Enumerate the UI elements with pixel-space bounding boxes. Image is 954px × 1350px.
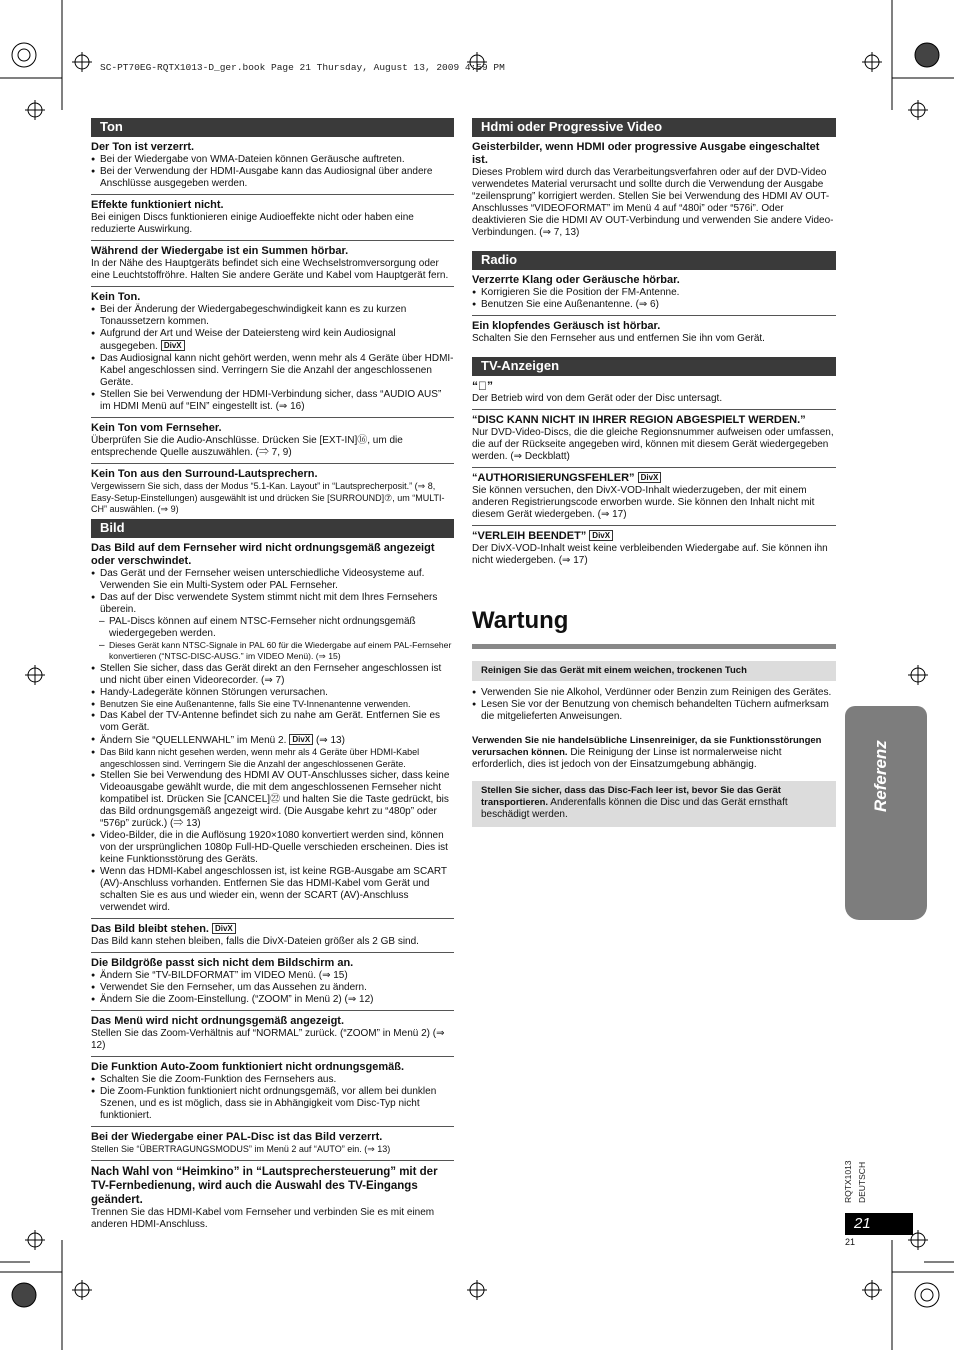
issue-text: Der DivX-VOD-Inhalt weist keine verbleibenden Wiedergabe auf. Sie können ihn nicht wiedergeben. (⇒ 17) [472, 543, 828, 566]
issue-summen [91, 245, 454, 287]
lens-cleaner-bold: Verwenden Sie nie handelsübliche Linsenreiniger, da sie Funktionsstörungen verursachen können. [472, 735, 822, 758]
list-item-ref: (⇒ 13) [315, 735, 345, 746]
transport-bold: Stellen Sie sicher, dass das Disc-Fach leer ist, bevor Sie das Gerät transportieren. [481, 785, 781, 808]
issue-title-text: “VERLEIH BEENDET” [472, 530, 587, 542]
language-label: DEUTSCH [857, 1161, 867, 1203]
issue-surround [91, 468, 454, 516]
list-item [91, 328, 454, 353]
issue-text: Schalten Sie den Fernseher aus und entfernen Sie ihn vom Gerät. [472, 333, 765, 344]
issue-title: Verzerrte Klang oder Geräusche hörbar. [472, 274, 680, 286]
issue-text: Trennen Sie das HDMI-Kabel vom Fernseher und verbinden Sie es mit einem anderen HDMI-Anschluss. [91, 1206, 435, 1230]
list-item: ● Das Gerät und der Fernseher weisen unterschiedliche Videosysteme auf. Verwenden Sie ein Multi-System oder PAL Fernseher. [91, 568, 454, 592]
issue-region [472, 414, 836, 468]
issue-title: Nach Wahl von “Heimkino” in “Lautsprechersteuerung” mit der TV-Fernbedienung, wird auch die Auswahl des TV-Eingangs geändert. [91, 1165, 438, 1206]
issue-title: Kein Ton. [91, 291, 141, 303]
page-number: 21 [845, 1213, 913, 1235]
list-item: ● Wenn das HDMI-Kabel angeschlossen ist, ist keine RGB-Ausgabe am SCART (AV)-Anschluss vorhanden. Entfernen Sie das HDMI-Kabel vom Gerät und schalten Sie es aus und wieder ein, wenn der SCART (AV)-Anschluss verwendet wird. [91, 866, 454, 914]
issue-verleih [472, 530, 836, 567]
issue-title: Bei der Wiedergabe einer PAL-Disc ist das Bild verzerrt. [91, 1131, 383, 1143]
issue-text: Der Betrieb wird von dem Gerät oder der Disc untersagt. [472, 393, 723, 404]
issue-kein-ton-fernseher [91, 422, 454, 464]
list-item: ● Video-Bilder, die in die Auflösung 1920×1080 konvertiert werden sind, können von der ursprünglichen 1080p Full-HD-Quelle verschieden erscheinen. Dies ist keine Funktionsstörung des Geräts. [91, 830, 454, 866]
issue-text: Sie können versuchen, den DivX-VOD-Inhalt wiederzugeben, der mit einem anderen Registrierungscode erworben wurde. Sie können den Inhalt nicht mit diesem Gerät wiedergeben. (⇒ 17) [472, 485, 815, 520]
tab-label: Referenz [871, 740, 890, 812]
issue-text: Nur DVD-Video-Discs, die die gleiche Regionsnummer aufweisen oder umfassen, die auf der Rückseite angegeben wird, können mit diesem Gerät wiedergegeben werden. (⇒ Deckblatt) [472, 427, 834, 462]
section-tv-title: TV-Anzeigen [472, 357, 836, 376]
issue-title: Der Ton ist verzerrt. [91, 141, 195, 153]
prohibited-icon: “⃠” [472, 379, 493, 393]
list-item: ● Stellen Sie bei Verwendung des HDMI AV OUT-Anschlusses sicher, dass keine Videoausgabe gewählt wurde, die mit dem angeschlossenen Fernseher nicht kompatibel ist. Drücken Sie [CANCEL]㉒ und halten Sie die Taste gedrückt, bis das Bild ordnungsgemäß angezeigt wird. (Die Ausgabe kehrt zu “480p” oder “576p” zurück.) (⇒ 13) [91, 770, 454, 830]
issue-auth [472, 472, 836, 526]
list-item: ● Bei der Wiedergabe von WMA-Dateien können Geräusche auftreten. [91, 154, 454, 166]
page-number-small: 21 [845, 1237, 856, 1247]
list-item: ● Korrigieren Sie die Position der FM-Antenne. [472, 287, 836, 299]
issue-kein-ton [91, 291, 454, 418]
issue-title: Effekte funktioniert nicht. [91, 199, 224, 211]
issue-text: Vergewissern Sie sich, dass der Modus “5.1-Kan. Layout” in “Lautsprecherposit.” (⇒ 8, Easy-Setup-Einstellungen) ausgewählt ist und drücken Sie [SURROUND]⑦, um “MULTI-CH” auswählen. (⇒ 9) [91, 481, 445, 514]
issue-title: Während der Wiedergabe ist ein Summen hörbar. [91, 245, 349, 257]
lens-cleaner-note [472, 735, 836, 771]
list-item: ● Stellen Sie sicher, dass das Gerät direkt an den Fernseher angeschlossen ist und nicht über einen Videorecorder. (⇒ 7) [91, 663, 454, 687]
list-item: ● Benutzen Sie eine Außenantenne, falls Sie eine TV-Innenantenne verwenden. [91, 699, 454, 711]
issue-title: Geisterbilder, wenn HDMI oder progressive Ausgabe eingeschaltet ist. [472, 141, 820, 166]
issue-title: Kein Ton vom Fernseher. [91, 422, 222, 434]
issue-title [472, 530, 836, 543]
divx-badge: DivX [638, 472, 662, 483]
issue-text: Stellen Sie das Zoom-Verhältnis auf “NORMAL” zurück. (“ZOOM” in Menü 2) (⇒ 12) [91, 1028, 445, 1051]
list-item: ● Ändern Sie die Zoom-Einstellung. (“ZOOM” in Menü 2) (⇒ 12) [91, 994, 454, 1006]
issue-effekte [91, 199, 454, 241]
list-item: ● Benutzen Sie eine Außenantenne. (⇒ 6) [472, 299, 836, 311]
heading-rule [472, 644, 836, 649]
issue-pal [91, 1131, 454, 1161]
cleaning-box: Reinigen Sie das Gerät mit einem weichen, trockenen Tuch [472, 661, 836, 681]
issue-prohibited [472, 380, 836, 410]
issue-text: Bei einigen Discs funktionieren einige Audioeffekte nicht oder haben eine reduzierte Auswirkung. [91, 212, 414, 235]
issue-title: “DISC KANN NICHT IN IHRER REGION ABGESPIELT WERDEN.” [472, 414, 806, 426]
divx-badge: DivX [212, 923, 236, 934]
issue-geisterbilder [472, 141, 836, 239]
issue-auto-zoom [91, 1061, 454, 1127]
list-item: ● Die Zoom-Funktion funktioniert nicht ordnungsgemäß, vor allem bei dunklen Szenen, und es ist möglich, dass sie in Abhängigkeit vom Disc-Typ nicht funktioniert. [91, 1086, 454, 1122]
list-item: ● Bei der Änderung der Wiedergabegeschwindigkeit kann es zu kurzen Tonaussetzern kommen. [91, 304, 454, 328]
issue-klopfen [472, 320, 836, 345]
issue-bild-stehen [91, 923, 454, 953]
issue-menue [91, 1015, 454, 1057]
transport-box [472, 781, 836, 827]
left-column [91, 118, 454, 1231]
issue-title: Ein klopfendes Geräusch ist hörbar. [472, 320, 661, 332]
section-bild-title: Bild [91, 519, 454, 538]
list-item: ● Das Kabel der TV-Antenne befindet sich zu nahe am Gerät. Entfernen Sie es vom Gerät. [91, 710, 454, 734]
divx-badge: DivX [589, 530, 613, 541]
list-item: ● Das Audiosignal kann nicht gehört werden, wenn mehr als 4 Geräte über HDMI-Kabel angeschlossen sind. Verringern Sie die Anzahl der angeschlossenen Geräte. [91, 353, 454, 389]
wartung-heading: Wartung [472, 607, 569, 634]
issue-title [91, 923, 454, 936]
list-item: ● Handy-Ladegeräte können Störungen verursachen. [91, 687, 454, 699]
issue-text: Dieses Problem wird durch das Verarbeitungsverfahren oder auf der DVD-Video verwendetes Material verursacht und sollte durch die Verwendung der Ausgabe “zeilensprung” korrigiert werden. Stellen Sie bei Verwendung des HDMI AV OUT-Anschlusses “VIDEOFORMAT” im Menü 4 auf “480i” oder “576i”. Oder deaktivieren Sie die HDMI AV OUT-Verbindung und verwenden Sie andere Video-Verbindungen. (⇒ 7, 13) [472, 167, 834, 238]
lens-cleaner-rest: Die Reinigung der Linse ist normalerweise nicht erforderlich, dies ist jedoch von der Einsatzumgebung abhängig. [472, 747, 782, 770]
issue-text: Stellen Sie “ÜBERTRAGUNGSMODUS” im Menü 2 auf “AUTO” ein. (⇒ 13) [91, 1144, 391, 1154]
issue-title: Die Bildgröße passt sich nicht dem Bildschirm an. [91, 957, 354, 969]
issue-title-text: Das Bild bleibt stehen. [91, 923, 209, 935]
doc-code: RQTX1013 [843, 1160, 853, 1203]
issue-heimkino [91, 1165, 454, 1231]
list-item: ● Schalten Sie die Zoom-Funktion des Fernsehers aus. [91, 1074, 454, 1086]
section-radio-title: Radio [472, 251, 836, 270]
list-item: ● Verwendet Sie den Fernseher, um das Aussehen zu ändern. [91, 982, 454, 994]
list-item: ● Stellen Sie bei Verwendung der HDMI-Verbindung sicher, dass “AUDIO AUS” im HDMI Menü auf “EIN” eingestellt ist. (⇒ 16) [91, 389, 454, 413]
issue-title: Kein Ton aus den Surround-Lautsprechern. [91, 468, 318, 480]
issue-bildgroesse [91, 957, 454, 1011]
list-item: ● Bei der Verwendung der HDMI-Ausgabe kann das Audiosignal über andere Anschlüsse ausgegeben werden. [91, 166, 454, 190]
issue-bild-angezeigt [91, 542, 454, 920]
issue-title-text: “AUTHORISIERUNGSFEHLER” [472, 472, 635, 484]
list-item: ● Das auf der Disc verwendete System stimmt nicht mit dem Ihres Fernsehers überein. [91, 592, 454, 616]
list-item-text: Ändern Sie “QUELLENWAHL” im Menü 2. [100, 735, 287, 746]
issue-ton-verzerrt [91, 141, 454, 195]
section-hdmi-title: Hdmi oder Progressive Video [472, 118, 836, 137]
issue-text: Das Bild kann stehen bleiben, falls die DivX-Dateien größer als 2 GB sind. [91, 936, 419, 947]
issue-title: Die Funktion Auto-Zoom funktioniert nicht ordnungsgemäß. [91, 1061, 405, 1073]
transport-rest: Anderenfalls können die Disc und das Gerät ernsthaft beschädigt werden. [481, 797, 788, 820]
list-item: – Dieses Gerät kann NTSC-Signale in PAL 60 für die Wiedergabe auf einem PAL-Fernseher konvertieren (“NTSC-DISC-AUSG.” im VIDEO Menü). (⇒ 15) [91, 640, 454, 663]
section-tab-referenz [845, 706, 927, 920]
divx-badge: DivX [161, 340, 185, 351]
issue-title [472, 472, 836, 485]
right-column [472, 118, 836, 827]
list-item: ● Lesen Sie vor der Benutzung von chemisch behandelten Tüchern aufmerksam die mitgelieferten Anweisungen. [472, 699, 836, 723]
issue-title: Das Bild auf dem Fernseher wird nicht ordnungsgemäß angezeigt oder verschwindet. [91, 541, 435, 567]
list-item: ● Das Bild kann nicht gesehen werden, wenn mehr als 4 Geräte über HDMI-Kabel angeschlossen sind. Verringern Sie die Anzahl der angeschlossenen Geräte. [91, 747, 454, 770]
section-ton-title: Ton [91, 118, 454, 137]
print-header: SC-PT70EG-RQTX1013-D_ger.book Page 21 Thursday, August 13, 2009 4:59 PM [100, 62, 505, 73]
divx-badge: DivX [289, 734, 313, 745]
issue-text: In der Nähe des Hauptgeräts befindet sich eine Wechselstromversorgung oder eine Leuchtstoffröhre. Halten Sie andere Geräte und Kabel vom Hauptgerät fern. [91, 258, 449, 281]
list-item-text: Aufgrund der Art und Weise der Dateiersteng wird kein Audiosignal ausgegeben. [100, 328, 396, 352]
issue-radio-verzerrt [472, 274, 836, 316]
issue-text: Überprüfen Sie die Audio-Anschlüsse. Drücken Sie [EXT-IN]⑯, um die entsprechende Quelle auszuwählen. (⇒ 7, 9) [91, 435, 403, 458]
list-item: ● Ändern Sie “TV-BILDFORMAT” im VIDEO Menü. (⇒ 15) [91, 970, 454, 982]
list-item: ● Verwenden Sie nie Alkohol, Verdünner oder Benzin zum Reinigen des Gerätes. [472, 687, 836, 699]
list-item [91, 734, 454, 747]
list-item: – PAL-Discs können auf einem NTSC-Fernseher nicht ordnungsgemäß wiedergegeben werden. [91, 616, 454, 640]
issue-title: Das Menü wird nicht ordnungsgemäß angezeigt. [91, 1015, 345, 1027]
